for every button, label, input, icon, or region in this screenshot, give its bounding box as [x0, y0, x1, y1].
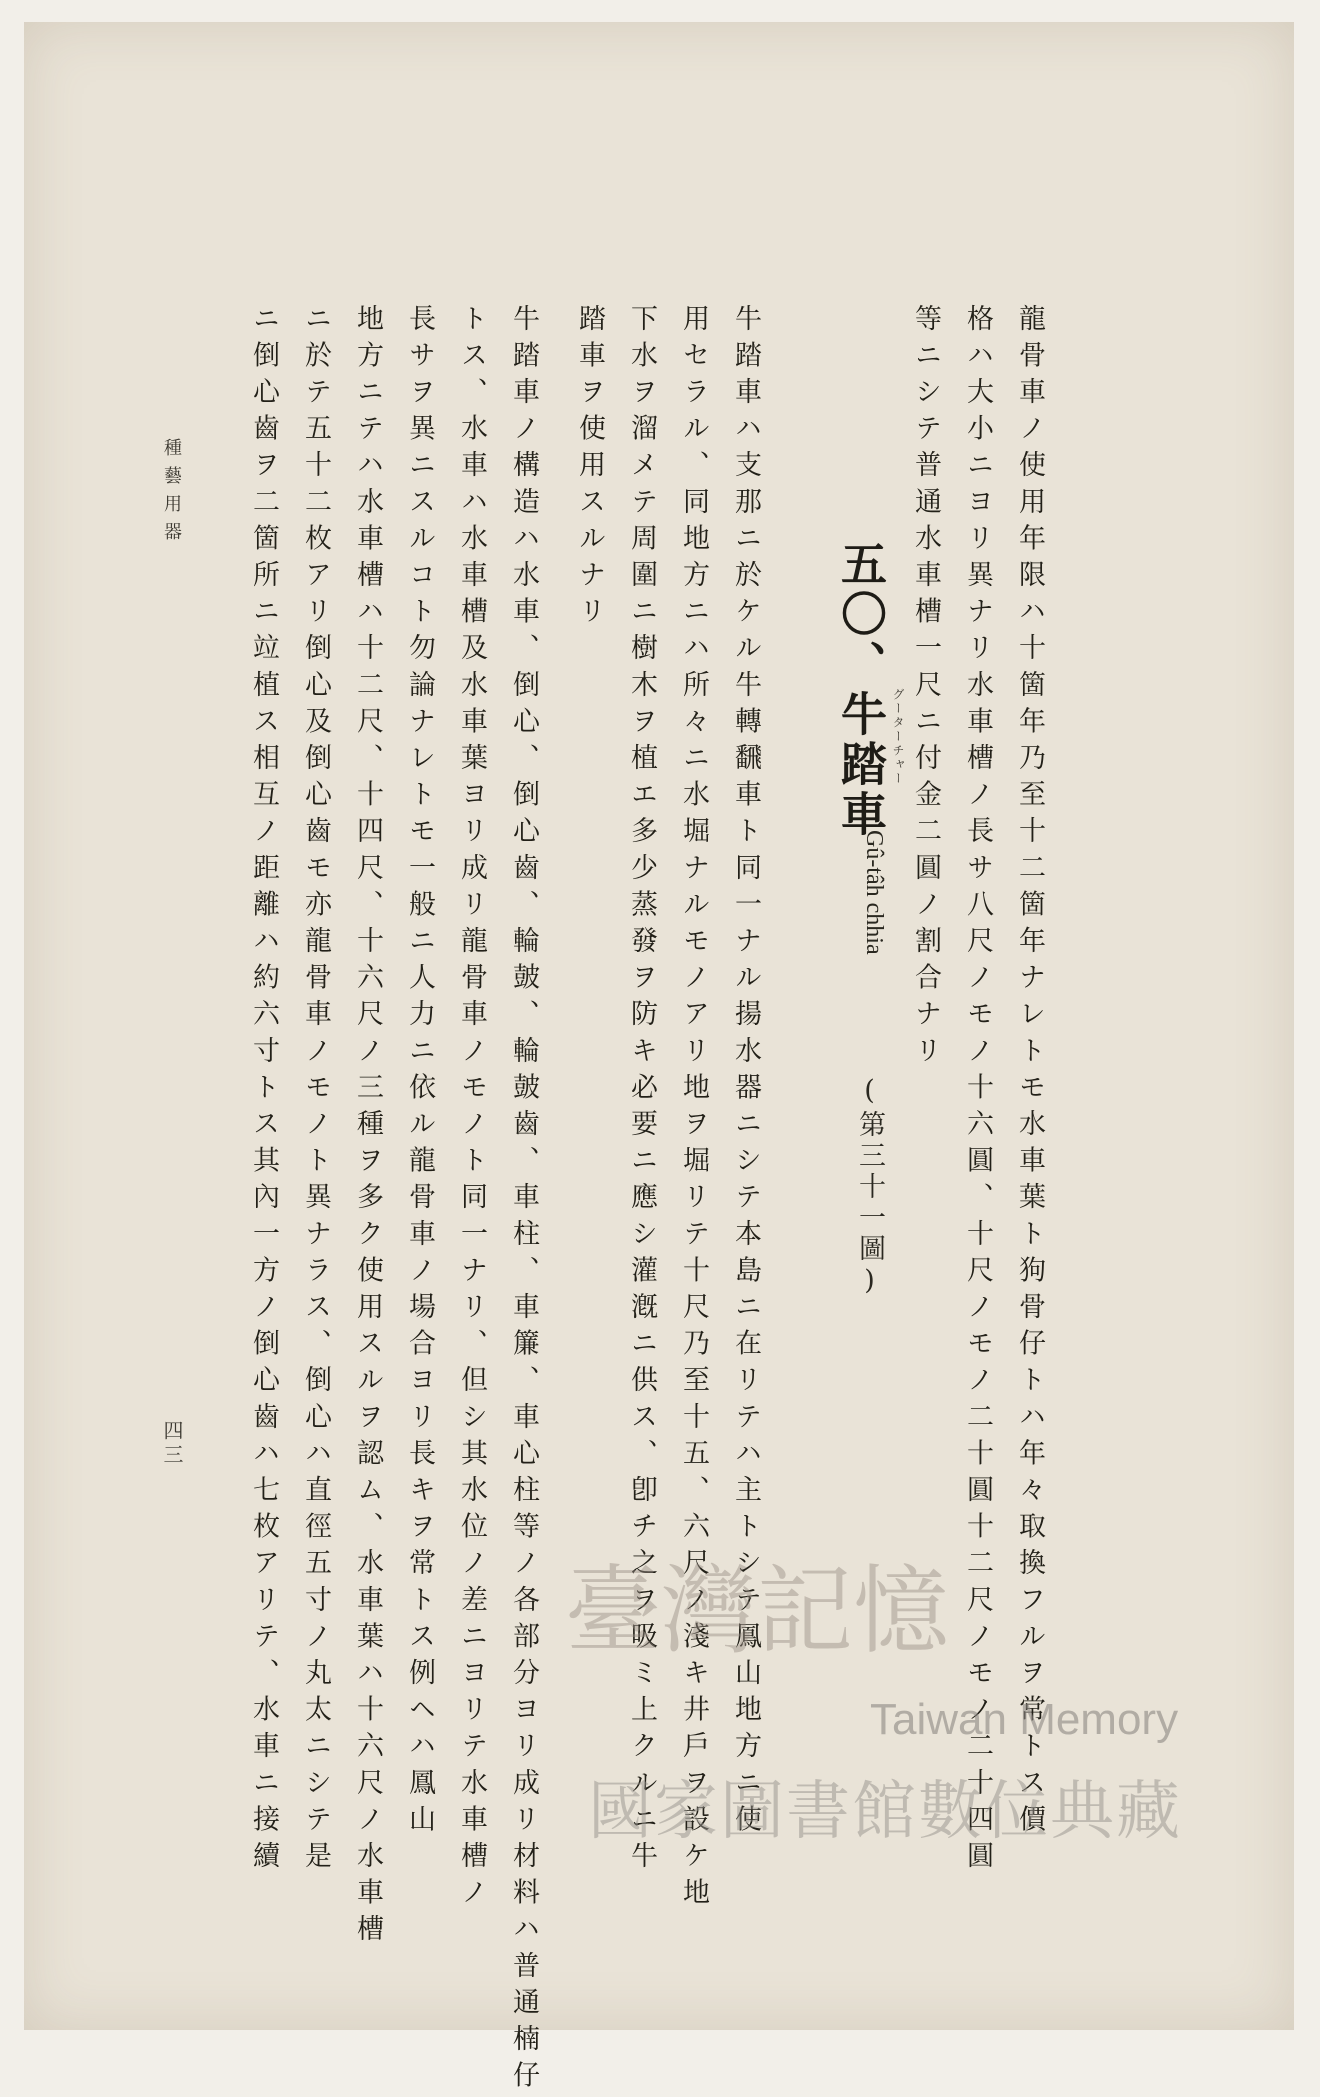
- text-column-9: トス、水車ハ水車槽及水車葉ヨリ成リ龍骨車ノモノト同一ナリ、但シ其水位ノ差ニヨリテ水車槽ノ: [456, 304, 487, 1915]
- text-column-3: 等ニシテ普通水車槽一尺ニ付金二圓ノ割合ナリ: [910, 304, 941, 1073]
- watermark-logo-english: Taiwan Memory: [870, 1695, 1179, 1744]
- section-heading: [828, 540, 894, 840]
- section-romanization: Gû-tâh chhia: [861, 830, 887, 955]
- watermark-logo-chinese: 臺灣記憶: [565, 1555, 949, 1667]
- section-title: 牛踏車: [834, 690, 888, 840]
- text-column-10: 長サヲ異ニスルコト勿論ナレトモ一般ニ人力ニ依ル龍骨車ノ場合ヨリ長キヲ常トス例ヘハ鳳山: [404, 304, 435, 1842]
- section-ruby: グーターチャー: [891, 688, 905, 786]
- text-column-1: 龍骨車ノ使用年限ハ十箇年乃至十二箇年ナレトモ水車葉ト狗骨仔トハ年々取換フルヲ常トス價: [1014, 304, 1045, 1842]
- watermark-library-name: 國家圖書館數位典藏: [588, 1775, 1182, 1849]
- text-column-5: 用セラル、同地方ニハ所々ニ水堀ナルモノアリ地ヲ堀リテ十尺乃至十五、六尺ノ淺キ井戶ヲ設ケ地: [678, 304, 709, 1915]
- figure-reference: (第三十一圖): [854, 1075, 885, 1300]
- text-column-7: 踏車ヲ使用スルナリ: [574, 304, 605, 634]
- text-column-12: ニ於テ五十二枚アリ倒心及倒心齒モ亦龍骨車ノモノト異ナラス、倒心ハ直徑五寸ノ丸太ニシテ是: [300, 304, 331, 1878]
- text-column-6: 下水ヲ溜メテ周圍ニ樹木ヲ植エ多少蒸發ヲ防キ必要ニ應シ灌漑ニ供ス、卽チ之ヲ吸ミ上クルニ牛: [626, 304, 657, 1878]
- section-number: 五〇、: [834, 540, 888, 690]
- running-title: 種藝用器: [161, 438, 182, 550]
- text-column-4: 牛踏車ハ支那ニ於ケル牛轉飜車ト同一ナル揚水器ニシテ本島ニ在リテハ主トシテ鳳山地方ニ使: [730, 304, 761, 1842]
- text-column-11: 地方ニテハ水車槽ハ十二尺、十四尺、十六尺ノ三種ヲ多ク使用スルヲ認ム、水車葉ハ十六尺ノ水車槽: [352, 304, 383, 1951]
- page-number: 四三: [160, 1420, 184, 1468]
- text-column-2: 格ハ大小ニヨリ異ナリ水車槽ノ長サ八尺ノモノ十六圓、十尺ノモノ二十圓十二尺ノモノ二十四圓: [962, 304, 993, 1878]
- text-column-13: ニ倒心齒ヲ二箇所ニ竝植ス相互ノ距離ハ約六寸トス其內一方ノ倒心齒ハ七枚アリテ、水車ニ接續: [248, 304, 279, 1878]
- text-column-8: 牛踏車ノ構造ハ水車、倒心、倒心齒、輪皷、輪皷齒、車柱、車簾、車心柱等ノ各部分ヨリ成リ材料ハ普通楠仔: [508, 304, 539, 2097]
